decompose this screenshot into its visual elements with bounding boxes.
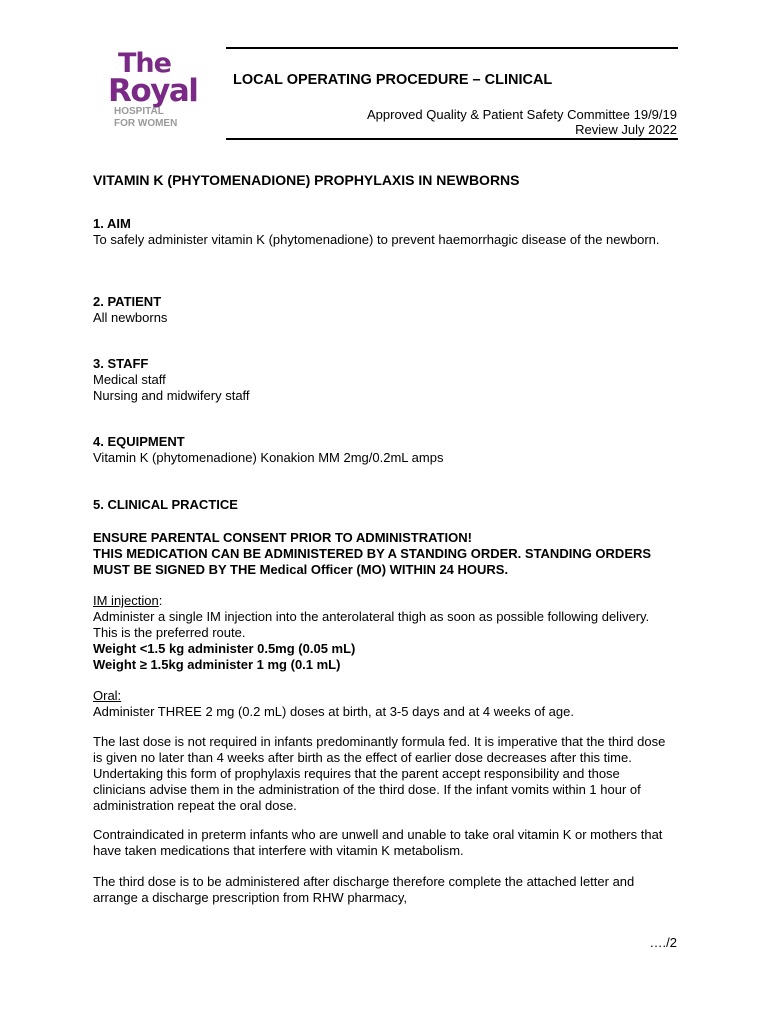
header-top-rule: [226, 47, 678, 49]
patient-text: All newborns: [93, 310, 168, 325]
document-title: VITAMIN K (PHYTOMENADIONE) PROPHYLAXIS IN NEWBORNS: [93, 172, 520, 188]
consent-alert: [93, 530, 673, 578]
patient-heading: 2. PATIENT: [93, 294, 162, 309]
clinical-heading: 5. CLINICAL PRACTICE: [93, 497, 238, 512]
consent-alert-line: ENSURE PARENTAL CONSENT PRIOR TO ADMINISTRATION!: [93, 530, 472, 545]
staff-heading: 3. STAFF: [93, 356, 149, 371]
aim-text: To safely administer vitamin K (phytomenadione) to prevent haemorrhagic disease of the newborn.: [93, 232, 660, 247]
section-patient: [93, 294, 673, 326]
equipment-text: Vitamin K (phytomenadione) Konakion MM 2mg/0.2mL amps: [93, 450, 444, 465]
header-bottom-rule: [226, 138, 678, 140]
section-aim: [93, 216, 673, 248]
review-line: Review July 2022: [575, 122, 677, 137]
paragraph-contraindications: Contraindicated in preterm infants who are unwell and unable to take oral vitamin K or mothers that have taken medications that interfere with vitamin K metabolism.: [93, 827, 663, 858]
oral-block: [93, 688, 673, 720]
standing-order-alert: THIS MEDICATION CAN BE ADMINISTERED BY A STANDING ORDER. STANDING ORDERS MUST BE SIGNED BY THE Medical Officer (MO) WITHIN 24 HOURS.: [93, 546, 652, 577]
procedure-type-title: LOCAL OPERATING PROCEDURE – CLINICAL: [233, 72, 553, 88]
section-clinical-practice: [93, 497, 673, 513]
im-injection-text: Administer a single IM injection into the anterolateral thigh as soon as possible following delivery. This is the preferred route.: [93, 609, 650, 640]
oral-label: Oral:: [93, 688, 122, 703]
paragraph-third-dose: The last dose is not required in infants predominantly formula fed. It is imperative that the third dose is given no later than 4 weeks after birth as the effect of earlier dose decreases after this time. Undertaking this form of prophylaxis requires that the parent accept responsibility and those clinicians advise them in the administration of the third dose. If the infant vomits within 1 hour of administration repeat the oral dose.: [93, 734, 666, 813]
paragraph-discharge: The third dose is to be administered after discharge therefore complete the attached letter and arrange a discharge prescription from RHW pharmacy,: [93, 874, 635, 905]
section-equipment: [93, 434, 673, 466]
section-staff: [93, 356, 673, 404]
aim-heading: 1. AIM: [93, 216, 131, 231]
hospital-logo: [108, 48, 198, 130]
logo-for-women: FOR WOMEN: [114, 118, 178, 129]
logo-hospital: HOSPITAL: [114, 106, 164, 117]
oral-text: Administer THREE 2 mg (0.2 mL) doses at birth, at 3-5 days and at 4 weeks of age.: [93, 704, 574, 719]
weight-dose-low: Weight <1.5 kg administer 0.5mg (0.05 mL): [93, 641, 356, 656]
staff-line-1: Medical staff: [93, 372, 166, 387]
im-injection-block: IM injection: Administer a single IM injection into the anterolateral thigh as soon as possible following delivery. This is the preferred route. Weight <1.5 kg administer 0.5mg (0.05 mL) Weight ≥ 1.5kg administer 1 mg (0.1 mL): [93, 593, 673, 673]
page-continuation-marker: …./2: [649, 935, 677, 950]
weight-dose-high: Weight ≥ 1.5kg administer 1 mg (0.1 mL): [93, 657, 341, 672]
logo-the: The: [118, 48, 171, 79]
im-injection-label: IM injection: [93, 593, 159, 608]
approval-line: Approved Quality & Patient Safety Committee 19/9/19: [366, 107, 677, 122]
equipment-heading: 4. EQUIPMENT: [93, 434, 185, 449]
logo-royal: Royal: [108, 73, 198, 109]
staff-line-2: Nursing and midwifery staff: [93, 388, 250, 403]
